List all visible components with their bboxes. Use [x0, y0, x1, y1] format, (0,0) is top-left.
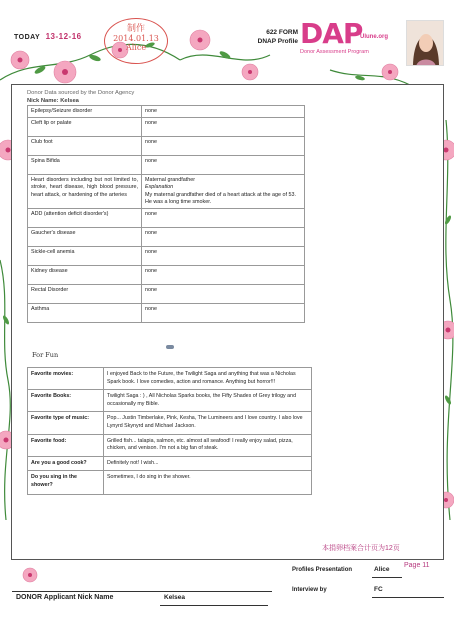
value-cell: none: [142, 304, 305, 323]
logo-sub: Ulune.org: [360, 34, 388, 40]
value-cell: none: [142, 266, 305, 285]
profiles-presentation-label: Profiles Presentation: [292, 567, 353, 573]
today-date: 13-12-16: [45, 32, 82, 41]
stamp-line2: 2014.01.13: [113, 34, 159, 43]
for-fun-table: [27, 367, 312, 495]
profiles-presentation-value: Alice: [374, 566, 390, 573]
value-cell: none: [142, 247, 305, 266]
table-row: [28, 156, 305, 175]
medical-history-table: [27, 105, 305, 323]
value-cell: none: [142, 209, 305, 228]
table-row: [28, 228, 305, 247]
interview-by-value: FC: [374, 586, 383, 593]
question-cell: Do you sing in the shower?: [28, 471, 104, 495]
for-fun-title: For Fun: [32, 351, 59, 359]
donor-data-title: Donor Data sourced by the Donor Agency: [27, 90, 135, 96]
value-cell: none: [142, 156, 305, 175]
table-row: [28, 118, 305, 137]
stamp-line1: 制作: [126, 24, 145, 34]
interview-underline: [372, 597, 444, 598]
donor-nick-name-value: Kelsea: [164, 594, 185, 601]
for-fun-section: [27, 367, 312, 495]
condition-cell: Heart disorders including but not limited to, stroke, heart disease, high blood pressure, heart attack, or hardening of the arteries: [28, 175, 142, 209]
condition-cell: Epilepsy/Seizure disorder: [28, 106, 142, 118]
dap-logo: [300, 17, 388, 55]
page-count-note: 本捐卵档案合计页为12页: [322, 545, 400, 552]
table-row: [28, 247, 305, 266]
logo-main: DAP: [300, 17, 363, 50]
value-cell: none: [142, 106, 305, 118]
portrait-icon: [407, 21, 444, 66]
value-cell: [142, 175, 305, 209]
table-row: [28, 209, 305, 228]
nick-name-value: Kelsea: [60, 98, 79, 104]
question-cell: Favorite Books:: [28, 390, 104, 412]
today-field: [14, 32, 82, 41]
value-cell: none: [142, 285, 305, 304]
value-cell: none: [142, 228, 305, 247]
donor-data-section: [27, 89, 305, 323]
question-cell: Favorite movies:: [28, 368, 104, 390]
value-cell: none: [142, 137, 305, 156]
donor-nick-name-label: DONOR Applicant Nick Name: [16, 594, 114, 601]
table-row: [28, 456, 312, 471]
answer-cell: I enjoyed Back to the Future, the Twilight Saga and anything that was a Nicholas Spark book. I love comedies, action and romance. Anything but horror!!!: [104, 368, 312, 390]
donor-photo: [406, 20, 444, 66]
explanation-text: My maternal grandfather died of a heart attack at the age of 53. He was a long time smoker.: [145, 191, 297, 205]
condition-cell: ADD (attention deficit disorder's): [28, 209, 142, 228]
page-number: Page 11: [404, 562, 430, 569]
question-cell: Favorite food:: [28, 434, 104, 456]
table-row: [28, 390, 312, 412]
table-row: [28, 412, 312, 434]
question-cell: Are you a good cook?: [28, 456, 104, 471]
condition-cell: Cleft lip or palate: [28, 118, 142, 137]
form-title-line1: 622 FORM: [266, 29, 298, 36]
creator-stamp: [104, 18, 168, 64]
presentation-underline: [372, 577, 402, 578]
interview-by-label: Interview by: [292, 587, 327, 593]
condition-cell: Gaucher's disease: [28, 228, 142, 247]
nick-name-row: [27, 97, 305, 105]
condition-cell: Rectal Disorder: [28, 285, 142, 304]
table-row: [28, 471, 312, 495]
explanation-label: Explanation: [145, 184, 174, 191]
condition-cell: Club foot: [28, 137, 142, 156]
footer-divider: [12, 591, 272, 592]
stamp-line3: Alice: [125, 43, 147, 52]
condition-cell: Sickle-cell anemia: [28, 247, 142, 266]
answer-cell: Twilight Saga : ) , All Nicholas Sparks books, the Fifty Shades of Grey trilogy and occasionally my Bible.: [104, 390, 312, 412]
profile-frame: [11, 84, 444, 560]
condition-cell: Kidney disease: [28, 266, 142, 285]
table-row: [28, 266, 305, 285]
question-cell: Favorite type of music:: [28, 412, 104, 434]
table-row: [28, 434, 312, 456]
answer-cell: Grilled fish... talapia, salmon, etc. almost all seafood! I really enjoy salad, pizza, chicken, and venison. I'm not a big fan of steak.: [104, 434, 312, 456]
table-row: [28, 137, 305, 156]
table-row: [28, 285, 305, 304]
value-main: Maternal grandfather: [145, 177, 196, 184]
donor-nick-underline: [160, 605, 268, 606]
form-title: [238, 28, 298, 46]
nick-name-label: Nick Name:: [27, 98, 59, 104]
table-row: [28, 368, 312, 390]
form-title-line2: DNAP Profile: [257, 38, 298, 45]
value-cell: none: [142, 118, 305, 137]
condition-cell: Spina Bifida: [28, 156, 142, 175]
page-break-handle[interactable]: [166, 345, 174, 349]
answer-cell: Definitely not! I wish...: [104, 456, 312, 471]
logo-tagline: Donor Assessment Program: [300, 49, 369, 55]
answer-cell: Pop... Justin Timberlake, Pink, Kesha, The Lumineers and I love country. I also love Lynyrd Skynyrd and Michael Jackson.: [104, 412, 312, 434]
table-row: [28, 106, 305, 118]
table-row: [28, 175, 305, 209]
answer-cell: Sometimes, I do sing in the shower.: [104, 471, 312, 495]
condition-cell: Asthma: [28, 304, 142, 323]
today-label: TODAY: [14, 34, 41, 41]
table-row: [28, 304, 305, 323]
